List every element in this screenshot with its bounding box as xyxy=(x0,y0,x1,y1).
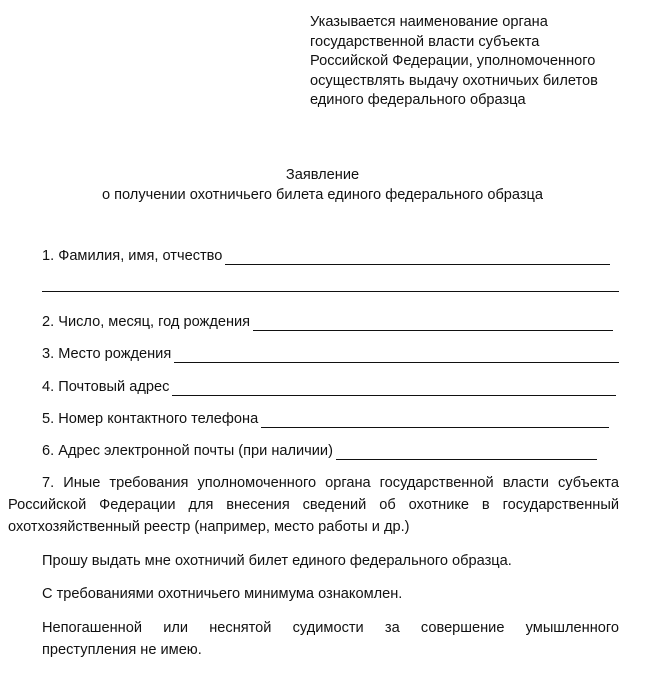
other-requirements-line: 7. Иные требования уполномоченного органа государственной власти субъекта xyxy=(42,475,619,491)
authority-note-line: государственной власти субъекта xyxy=(310,33,540,50)
email-input-line[interactable] xyxy=(336,443,597,460)
document-subtitle: о получении охотничьего билета единого федерального образца xyxy=(101,187,544,203)
conviction-line: преступления не имею. xyxy=(42,642,202,658)
birth-date-label: 2. Число, месяц, год рождения xyxy=(42,314,251,330)
phone-field[interactable] xyxy=(42,406,609,428)
authority-note-line: осуществлять выдачу охотничьих билетов xyxy=(310,72,598,89)
birth-place-field[interactable] xyxy=(42,341,619,363)
birth-place-label: 3. Место рождения xyxy=(42,346,172,362)
other-requirements-line: охотхозяйственный реестр (например, место работы и др.) xyxy=(8,519,410,535)
email-label: 6. Адрес электронной почты (при наличии) xyxy=(42,443,333,459)
full-name-label: 1. Фамилия, имя, отчество xyxy=(42,248,223,264)
conviction-statement xyxy=(8,617,619,661)
phone-input-line[interactable] xyxy=(261,411,609,428)
authority-note-line: единого федерального образца xyxy=(310,92,526,108)
birth-place-input-line[interactable] xyxy=(174,346,619,363)
minimum-acknowledgement: С требованиями охотничьего минимума ознакомлен. xyxy=(42,586,403,602)
request-statement: Прошу выдать мне охотничий билет единого федерального образца. xyxy=(42,553,512,569)
postal-address-field[interactable] xyxy=(42,374,616,396)
conviction-line: Непогашенной или неснятой судимости за совершение умышленного xyxy=(42,620,619,636)
postal-address-label: 4. Почтовый адрес xyxy=(42,379,170,395)
authority-note xyxy=(310,13,640,111)
birth-date-field[interactable] xyxy=(42,309,613,331)
full-name-field[interactable] xyxy=(42,243,610,265)
postal-address-input-line[interactable] xyxy=(172,379,616,396)
authority-note-line: Российской Федерации, уполномоченного xyxy=(310,53,596,69)
email-field[interactable] xyxy=(42,438,597,460)
other-requirements-paragraph xyxy=(8,472,619,538)
full-name-input-line[interactable] xyxy=(225,248,610,265)
other-requirements-line: Российской Федерации для внесения сведений об охотнике в государственный xyxy=(8,497,619,513)
phone-label: 5. Номер контактного телефона xyxy=(42,411,259,427)
document-title: Заявление xyxy=(285,167,360,183)
authority-note-line: Указывается наименование органа xyxy=(310,14,548,30)
full-name-continuation-line[interactable] xyxy=(42,291,619,292)
birth-date-input-line[interactable] xyxy=(253,314,613,331)
